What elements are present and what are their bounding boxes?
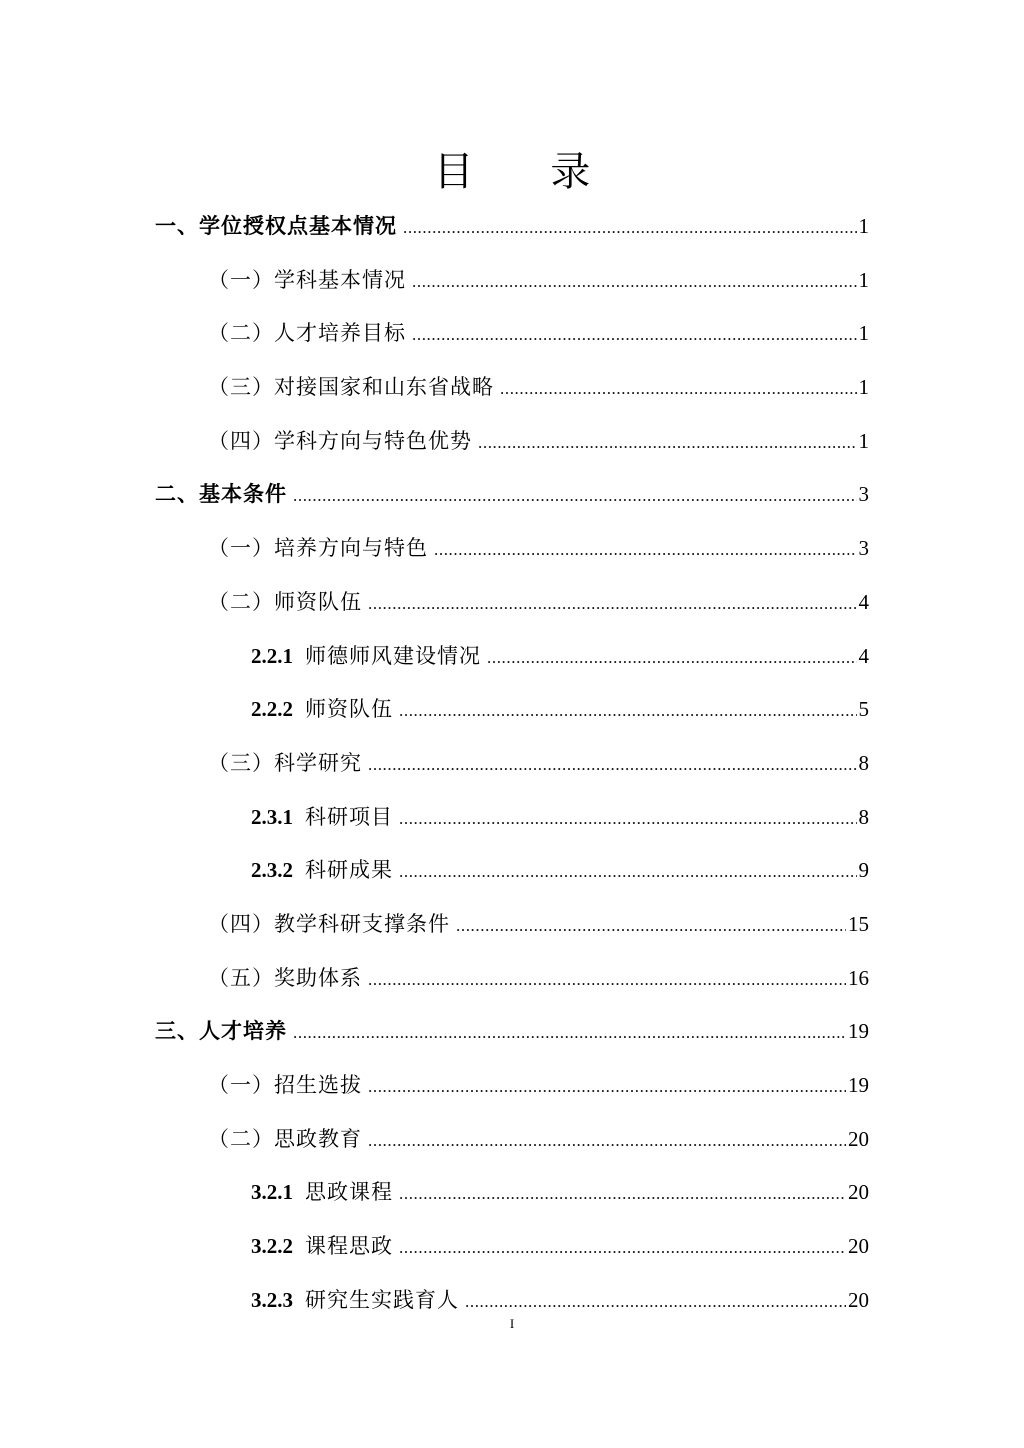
toc-entry-label: （三）科学研究 xyxy=(208,750,362,775)
toc-entry-label: 师资队伍 xyxy=(305,697,393,722)
dot-leader xyxy=(368,1114,846,1168)
toc-entry-page: 9 xyxy=(858,858,869,883)
dot-leader xyxy=(500,362,857,416)
toc-entry-label: （二）人才培养目标 xyxy=(208,321,406,346)
dot-leader xyxy=(487,631,857,685)
toc-entry[interactable] xyxy=(155,683,869,737)
dot-leader xyxy=(293,1006,846,1060)
toc-entry-label: 研究生实践育人 xyxy=(305,1287,459,1312)
toc-entry[interactable] xyxy=(155,361,869,415)
toc-entry-label: （四）教学科研支撑条件 xyxy=(208,911,450,936)
toc-entry[interactable] xyxy=(155,952,869,1006)
dot-leader xyxy=(293,469,857,523)
toc-list xyxy=(155,200,869,1327)
toc-entry[interactable] xyxy=(155,200,869,254)
toc-entry[interactable] xyxy=(155,1220,869,1274)
toc-entry-label: 师德师风建设情况 xyxy=(305,643,481,668)
toc-entry-label: （二）思政教育 xyxy=(208,1126,362,1151)
dot-leader xyxy=(434,523,857,577)
toc-entry-page: 4 xyxy=(858,643,869,668)
toc-entry-number: 3.2.1 xyxy=(251,1180,293,1205)
toc-entry[interactable] xyxy=(155,1059,869,1113)
toc-entry-page: 20 xyxy=(848,1180,869,1205)
dot-leader xyxy=(403,201,857,255)
toc-entry[interactable] xyxy=(155,791,869,845)
toc-entry-page: 15 xyxy=(848,911,869,936)
toc-entry-page: 20 xyxy=(848,1234,869,1259)
toc-entry-label: （二）师资队伍 xyxy=(208,589,362,614)
toc-entry-number: 2.3.2 xyxy=(251,858,293,883)
toc-entry[interactable] xyxy=(155,415,869,469)
dot-leader xyxy=(399,684,857,738)
toc-entry-page: 16 xyxy=(848,965,869,990)
toc-entry-number: 2.2.2 xyxy=(251,697,293,722)
toc-entry-label: （一）学科基本情况 xyxy=(208,267,406,292)
toc-entry-number: 3.2.3 xyxy=(251,1287,293,1312)
page-title: 目 录 xyxy=(433,149,623,195)
toc-entry[interactable] xyxy=(155,307,869,361)
dot-leader xyxy=(412,255,857,309)
toc-entry-page: 3 xyxy=(858,536,869,561)
toc-entry-label: 二、基本条件 xyxy=(155,482,287,507)
dot-leader xyxy=(368,577,857,631)
toc-entry-page: 8 xyxy=(858,804,869,829)
toc-entry-label: （一）培养方向与特色 xyxy=(208,536,428,561)
dot-leader xyxy=(368,738,857,792)
toc-entry-page: 8 xyxy=(858,750,869,775)
toc-entry-number: 2.2.1 xyxy=(251,643,293,668)
dot-leader xyxy=(456,899,846,953)
toc-entry-number: 2.3.1 xyxy=(251,804,293,829)
dot-leader xyxy=(399,845,857,899)
toc-entry-page: 4 xyxy=(858,589,869,614)
toc-entry-number: 3.2.2 xyxy=(251,1234,293,1259)
toc-entry-label: （五）奖助体系 xyxy=(208,965,362,990)
toc-entry-page: 1 xyxy=(858,375,869,400)
dot-leader xyxy=(478,416,857,470)
toc-entry[interactable] xyxy=(155,1005,869,1059)
toc-entry-label: 一、学位授权点基本情况 xyxy=(155,214,397,238)
dot-leader xyxy=(399,1167,846,1221)
dot-leader xyxy=(399,1221,846,1275)
toc-entry-page: 19 xyxy=(848,1073,869,1097)
toc-entry-label: （四）学科方向与特色优势 xyxy=(208,428,472,453)
dot-leader xyxy=(368,1060,846,1114)
toc-entry-page: 20 xyxy=(848,1287,869,1312)
toc-entry-page: 3 xyxy=(858,482,869,507)
toc-entry[interactable] xyxy=(155,576,869,630)
toc-entry[interactable] xyxy=(155,630,869,684)
toc-entry[interactable] xyxy=(155,844,869,898)
toc-entry[interactable] xyxy=(155,737,869,791)
dot-leader xyxy=(368,953,846,1007)
toc-entry[interactable] xyxy=(155,1166,869,1220)
dot-leader xyxy=(412,308,857,362)
toc-entry-label: 课程思政 xyxy=(305,1234,393,1259)
toc-entry-page: 20 xyxy=(848,1126,869,1151)
toc-entry[interactable] xyxy=(155,254,869,308)
toc-entry[interactable] xyxy=(155,898,869,952)
toc-entry-label: 科研成果 xyxy=(305,858,393,883)
toc-entry-label: 科研项目 xyxy=(305,804,393,829)
toc-entry-page: 1 xyxy=(858,321,869,346)
toc-entry[interactable] xyxy=(155,522,869,576)
page-number: I xyxy=(509,1316,515,1331)
toc-entry-page: 19 xyxy=(848,1019,869,1044)
toc-entry-label: 思政课程 xyxy=(305,1180,393,1205)
toc-entry-label: （一）招生选拔 xyxy=(208,1073,362,1097)
toc-entry[interactable] xyxy=(155,468,869,522)
dot-leader xyxy=(399,792,857,846)
toc-entry-page: 1 xyxy=(858,428,869,453)
toc-entry-page: 5 xyxy=(858,697,869,722)
toc-entry-label: （三）对接国家和山东省战略 xyxy=(208,375,494,400)
toc-entry-label: 三、人才培养 xyxy=(155,1019,287,1044)
toc-entry-page: 1 xyxy=(858,214,869,238)
toc-entry[interactable] xyxy=(155,1113,869,1167)
toc-entry-page: 1 xyxy=(858,267,869,292)
